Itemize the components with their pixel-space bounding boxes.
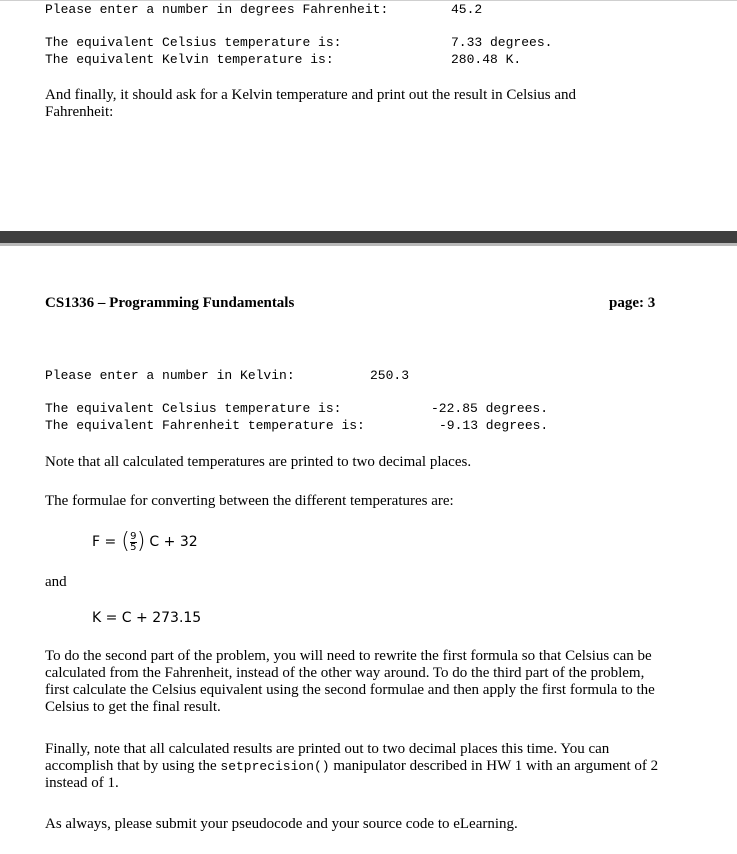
- formula1-rhs: C + 32: [149, 534, 198, 550]
- formula1-lhs: F =: [92, 534, 117, 550]
- page-header-title: CS1336 – Programming Fundamentals: [45, 295, 295, 311]
- finally-text-before: Finally, note that all calculated results are printed out to two decimal places this time. You can accomplish that by using the: [45, 741, 610, 774]
- formula1-fraction: ( 9 5 ): [121, 529, 146, 554]
- fahrenheit-prompt: Please enter a number in degrees Fahrenheit:: [45, 2, 389, 17]
- page-separator: [0, 231, 737, 243]
- celsius-output-value: 7.33 degrees.: [451, 35, 553, 50]
- finally-paragraph: [45, 741, 665, 792]
- second-part-paragraph: To do the second part of the problem, you will need to rewrite the first formula so that Celsius can be calculated from the Fahrenheit, instead of the other way around. To do the third part of the problem, first calculate the Celsius equivalent using the second formulae and then apply the first formula to the Celsius to get the final result.: [45, 648, 655, 715]
- submit-instruction: As always, please submit your pseudocode and your source code to eLearning.: [45, 816, 518, 832]
- kelvin-instruction-paragraph: And finally, it should ask for a Kelvin temperature and print out the result in Celsius and Fahrenheit:: [45, 87, 576, 120]
- celsius-output-value-2: -22.85 degrees.: [431, 401, 549, 416]
- formulae-intro: The formulae for converting between the different temperatures are:: [45, 493, 454, 509]
- finally-text-after: manipulator described in HW 1 with an argument of 2 instead of 1.: [45, 758, 659, 791]
- and-text: and: [45, 574, 67, 590]
- kelvin-output-label: The equivalent Kelvin temperature is:: [45, 52, 334, 67]
- formula-kelvin: K = C + 273.15: [92, 610, 202, 626]
- page-top-border: [0, 0, 737, 1]
- setprecision-code: setprecision(): [220, 759, 330, 774]
- celsius-output-label: The equivalent Celsius temperature is:: [45, 35, 342, 50]
- fahrenheit-output-value: -9.13 degrees.: [439, 418, 549, 433]
- fahrenheit-input-value: 45.2: [451, 2, 483, 17]
- celsius-output-label-2: The equivalent Celsius temperature is:: [45, 401, 342, 416]
- fahrenheit-output-label: The equivalent Fahrenheit temperature is:: [45, 418, 365, 433]
- page-separator-shadow: [0, 243, 737, 246]
- note-decimal-places: Note that all calculated temperatures are printed to two decimal places.: [45, 454, 472, 470]
- formula-fahrenheit: [92, 530, 198, 554]
- page-number: page: 3: [609, 295, 656, 311]
- kelvin-input-value: 250.3: [370, 368, 410, 383]
- formula1-numerator: 9: [130, 530, 137, 542]
- kelvin-prompt: Please enter a number in Kelvin:: [45, 368, 295, 383]
- formula1-denominator: 5: [130, 541, 137, 553]
- kelvin-output-value: 280.48 K.: [451, 52, 522, 67]
